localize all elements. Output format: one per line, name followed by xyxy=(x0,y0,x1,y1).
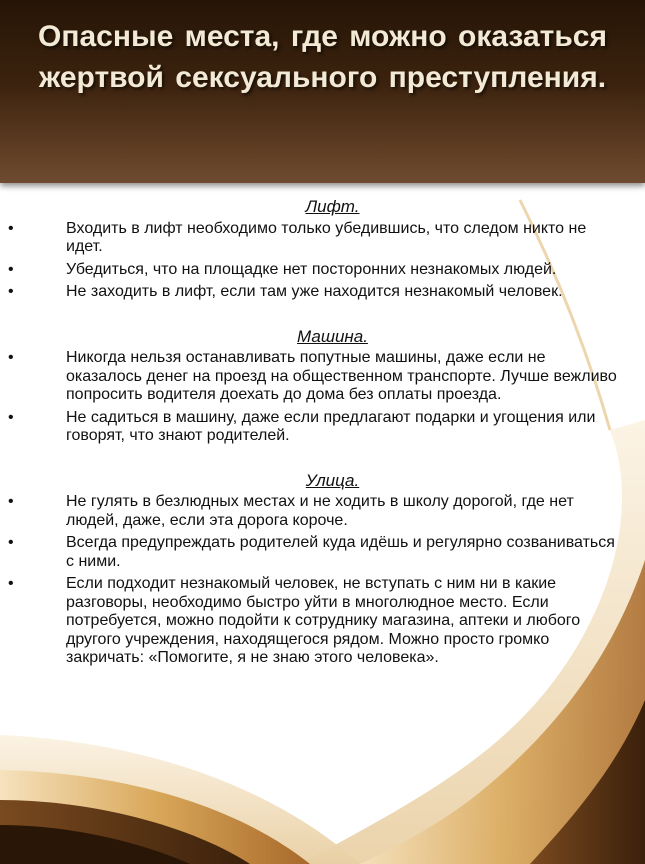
list-item xyxy=(0,409,645,446)
list-item xyxy=(0,349,645,405)
list-item-text: Никогда нельзя останавливать попутные машины, даже если не оказалось денег на проезд на общественном транспорте. Лучше вежливо попросить водителя доехать до дома без оплаты проезда. xyxy=(66,349,617,403)
list-item xyxy=(0,534,645,571)
bullet: • xyxy=(8,260,14,278)
list-item xyxy=(0,283,645,302)
bullet: • xyxy=(8,575,14,592)
list-item-text: Убедиться, что на площадке нет посторонних незнакомых людей. xyxy=(66,260,557,278)
section-heading: Машина. xyxy=(297,326,368,346)
list-item-text: Всегда предупреждать родителей куда идёшь и регулярно созваниваться с ними. xyxy=(66,534,615,570)
list-item xyxy=(0,220,645,257)
list-item-text: Не заходить в лифт, если там уже находится незнакомый человек. xyxy=(66,283,563,300)
list-item-text: Если подходит незнакомый человек, не вступать с ним ни в какие разговоры, необходимо быстро уйти в многолюдное место. Если потребуется, можно подойти к сотруднику магазина, аптеки и любого другого учреждения, находящегося рядом. Можно просто громко закричать: «Помогите, я не знаю этого человека». xyxy=(66,575,581,666)
section-car xyxy=(0,328,645,446)
section-lift xyxy=(0,198,645,302)
section-street xyxy=(0,472,645,668)
section-heading: Лифт. xyxy=(305,197,360,216)
section-heading: Улица. xyxy=(305,470,360,490)
bullet: • xyxy=(8,408,14,426)
content-body xyxy=(0,198,645,672)
list-item-text: Входить в лифт необходимо только убедившись, что следом никто не идет. xyxy=(66,219,587,255)
list-item xyxy=(0,261,645,280)
bullet: • xyxy=(8,534,14,551)
bullet: • xyxy=(8,283,14,300)
bullet: • xyxy=(8,219,14,237)
bullet: • xyxy=(8,349,14,366)
list-item xyxy=(0,575,645,668)
header-banner xyxy=(0,0,645,183)
page-title: Опасные места, где можно оказаться жертвой сексуального преступления. xyxy=(38,20,607,94)
list-item-text: Не гулять в безлюдных местах и не ходить в школу дорогой, где нет людей, даже, если эта дорога короче. xyxy=(66,493,574,529)
list-item-text: Не садиться в машину, даже если предлагают подарки и угощения или говорят, что знают родителей. xyxy=(66,408,596,444)
list-item xyxy=(0,493,645,530)
bullet: • xyxy=(8,493,14,510)
